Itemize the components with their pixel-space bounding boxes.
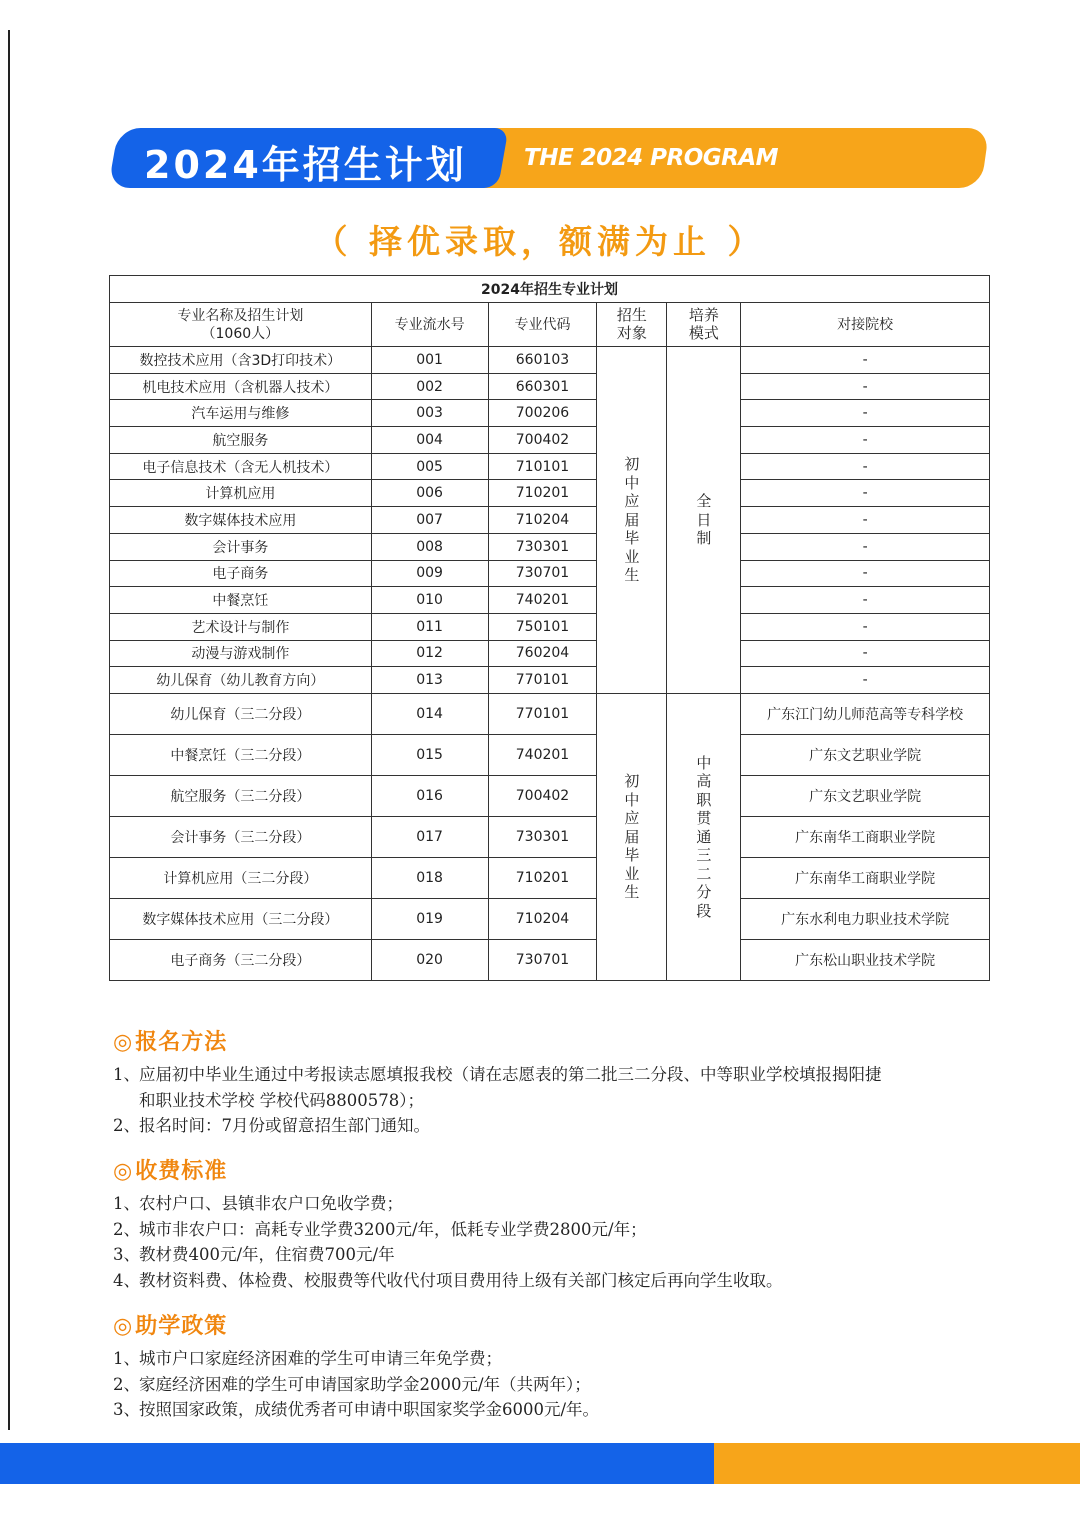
item-number: 1、 [113,1194,140,1213]
cell-partner: - [741,667,990,694]
cell-code: 730301 [488,816,597,857]
cell-name: 动漫与游戏制作 [110,640,372,667]
item-number: 2、 [113,1219,140,1239]
cell-partner: 广东松山职业技术学院 [741,939,990,980]
cell-partner: - [741,347,990,374]
section-title: 助学政策 [135,1314,228,1339]
section-title: 收费标准 [135,1159,228,1184]
cell-target-text: 初中应届毕业生 [624,455,640,585]
cell-code: 700402 [488,427,597,454]
header-name-line2: （1060人） [201,325,280,342]
table-row [110,480,990,507]
cell-code: 740201 [488,587,597,614]
list-item [113,1217,1013,1243]
table-row [110,427,990,454]
section-registration [113,1025,1013,1139]
cell-partner: 广东南华工商职业学院 [741,857,990,898]
cell-code: 710204 [488,507,597,534]
list-item [113,1397,1013,1423]
cell-name: 幼儿保育（三二分段） [110,693,372,734]
table-row [110,587,990,614]
cell-name: 电子信息技术（含无人机技术） [110,453,372,480]
cell-serial: 009 [371,560,488,587]
cell-partner: - [741,373,990,400]
cell-code: 740201 [488,734,597,775]
cell-code: 730701 [488,939,597,980]
cell-name: 艺术设计与制作 [110,613,372,640]
table-row [110,507,990,534]
table-row [110,560,990,587]
cell-serial: 006 [371,480,488,507]
cell-serial: 004 [371,427,488,454]
cell-serial: 016 [371,775,488,816]
table-row [110,533,990,560]
item-text: 家庭经济困难的学生可申请国家助学金2000元/年（共两年）； [139,1374,591,1394]
cell-partner: - [741,400,990,427]
table-caption: 2024年招生专业计划 [110,276,990,303]
cell-mode [667,347,741,694]
section-financial-aid [113,1309,1013,1423]
header-mode [667,303,741,347]
cell-name: 数字媒体技术应用 [110,507,372,534]
table-row [110,816,990,857]
banner-title-cn: 2024年招生计划 [144,143,467,187]
cell-code: 730301 [488,533,597,560]
table-row [110,613,990,640]
cell-name: 航空服务 [110,427,372,454]
cell-partner: 广东江门幼儿师范高等专科学校 [741,693,990,734]
cell-code: 660103 [488,347,597,374]
list-item [113,1268,1013,1294]
cell-serial: 001 [371,347,488,374]
table-header-row [110,303,990,347]
cell-partner: 广东水利电力职业技术学院 [741,898,990,939]
cell-code: 770101 [488,667,597,694]
cell-serial: 019 [371,898,488,939]
cell-serial: 008 [371,533,488,560]
cell-mode [667,693,741,980]
cell-partner: - [741,533,990,560]
cell-mode-text: 全日制 [696,492,712,548]
cell-target [597,347,667,694]
section-title: 报名方法 [135,1030,228,1055]
circle-bullet-icon: ◎ [113,1030,134,1055]
table-row [110,400,990,427]
cell-partner: - [741,613,990,640]
cell-name: 中餐烹饪 [110,587,372,614]
table-row [110,640,990,667]
cell-code: 710201 [488,480,597,507]
cell-name: 会计事务 [110,533,372,560]
item-number: 1、 [113,1065,140,1084]
cell-partner: 广东南华工商职业学院 [741,816,990,857]
table-row [110,373,990,400]
item-text: 城市户口家庭经济困难的学生可申请三年免学费； [139,1349,502,1368]
cell-name: 数字媒体技术应用（三二分段） [110,898,372,939]
cell-partner: 广东文艺职业学院 [741,775,990,816]
table-caption-row [110,276,990,303]
cell-name: 计算机应用 [110,480,372,507]
section-fees [113,1154,1013,1293]
cell-serial: 017 [371,816,488,857]
cell-partner: - [741,480,990,507]
item-number: 3、 [113,1400,140,1419]
item-text-continued: 和职业技术学校 学校代码8800578）； [139,1090,424,1110]
item-number: 2、 [113,1374,140,1394]
cell-partner: 广东文艺职业学院 [741,734,990,775]
cell-name: 幼儿保育（幼儿教育方向） [110,667,372,694]
header-mode-text: 培养模式 [688,305,719,343]
cell-name: 数控技术应用（含3D打印技术） [110,347,372,374]
cell-name: 电子商务 [110,560,372,587]
cell-code: 770101 [488,693,597,734]
circle-bullet-icon: ◎ [113,1314,134,1339]
item-text: 应届初中毕业生通过中考报读志愿填报我校（请在志愿表的第二批三二分段、中等职业学校填报揭阳捷 [139,1065,882,1084]
header-partner: 对接院校 [741,303,990,347]
cell-name: 计算机应用（三二分段） [110,857,372,898]
cell-code: 730701 [488,560,597,587]
list-item [113,1346,1013,1372]
cell-partner: - [741,560,990,587]
item-text: 报名时间：7月份或留意招生部门通知。 [139,1116,430,1135]
footer-blue-bar [0,1443,714,1484]
cell-code: 760204 [488,640,597,667]
cell-name: 汽车运用与维修 [110,400,372,427]
item-number: 2、 [113,1116,140,1135]
item-text: 按照国家政策，成绩优秀者可申请中职国家奖学金6000元/年。 [139,1400,600,1419]
cell-serial: 013 [371,667,488,694]
cell-target-text: 初中应届毕业生 [624,772,640,902]
cell-serial: 012 [371,640,488,667]
cell-code: 710201 [488,857,597,898]
header-target-text: 招生对象 [616,305,647,343]
cell-serial: 007 [371,507,488,534]
title-banner [108,128,981,188]
header-name-line1: 专业名称及招生计划 [177,307,304,324]
header-code: 专业代码 [488,303,597,347]
section-heading [113,1309,1013,1340]
cell-serial: 015 [371,734,488,775]
table-row [110,898,990,939]
section-heading [113,1025,1013,1056]
cell-name: 航空服务（三二分段） [110,775,372,816]
cell-code: 710204 [488,898,597,939]
cell-name: 电子商务（三二分段） [110,939,372,980]
subtitle: （ 择优录取，额满为止 ） [314,222,766,261]
item-text: 农村户口、县镇非农户口免收学费； [139,1194,403,1213]
list-item [113,1372,1013,1398]
footer-orange-bar [714,1443,1080,1484]
cell-code: 700402 [488,775,597,816]
cell-serial: 018 [371,857,488,898]
table-row [110,667,990,694]
item-text: 城市非农户口：高耗专业学费3200元/年，低耗专业学费2800元/年； [139,1219,647,1239]
header-serial: 专业流水号 [371,303,488,347]
list-item [113,1191,1013,1217]
cell-serial: 005 [371,453,488,480]
table-row [110,939,990,980]
enrollment-plan-table [109,275,990,981]
table-row [110,693,990,734]
list-item [113,1242,1013,1268]
cell-partner: - [741,507,990,534]
cell-serial: 002 [371,373,488,400]
cell-mode-text: 中高职贯通三二分段 [696,753,712,920]
cell-partner: - [741,427,990,454]
cell-partner: - [741,587,990,614]
item-number: 4、 [113,1270,140,1290]
banner-title-en: THE 2024 PROGRAM [524,145,779,171]
table-row [110,857,990,898]
cell-partner: - [741,640,990,667]
cell-code: 710101 [488,453,597,480]
cell-name: 中餐烹饪（三二分段） [110,734,372,775]
list-item [113,1062,1013,1113]
cell-target [597,693,667,980]
list-item [113,1113,1013,1139]
cell-serial: 020 [371,939,488,980]
table-row [110,453,990,480]
cell-serial: 011 [371,613,488,640]
header-target [597,303,667,347]
cell-code: 660301 [488,373,597,400]
cell-name: 会计事务（三二分段） [110,816,372,857]
cell-serial: 010 [371,587,488,614]
circle-bullet-icon: ◎ [113,1159,134,1184]
cell-serial: 014 [371,693,488,734]
item-text: 教材费400元/年，住宿费700元/年 [139,1245,395,1264]
cell-code: 700206 [488,400,597,427]
cell-serial: 003 [371,400,488,427]
table-row [110,775,990,816]
item-number: 1、 [113,1349,140,1368]
cell-name: 机电技术应用（含机器人技术） [110,373,372,400]
table-row [110,347,990,374]
cell-partner: - [741,453,990,480]
header-name [110,303,372,347]
item-text: 教材资料费、体检费、校服费等代收代付项目费用待上级有关部门核定后再向学生收取。 [139,1270,783,1290]
section-heading [113,1154,1013,1185]
item-number: 3、 [113,1245,140,1264]
table-row [110,734,990,775]
cell-code: 750101 [488,613,597,640]
